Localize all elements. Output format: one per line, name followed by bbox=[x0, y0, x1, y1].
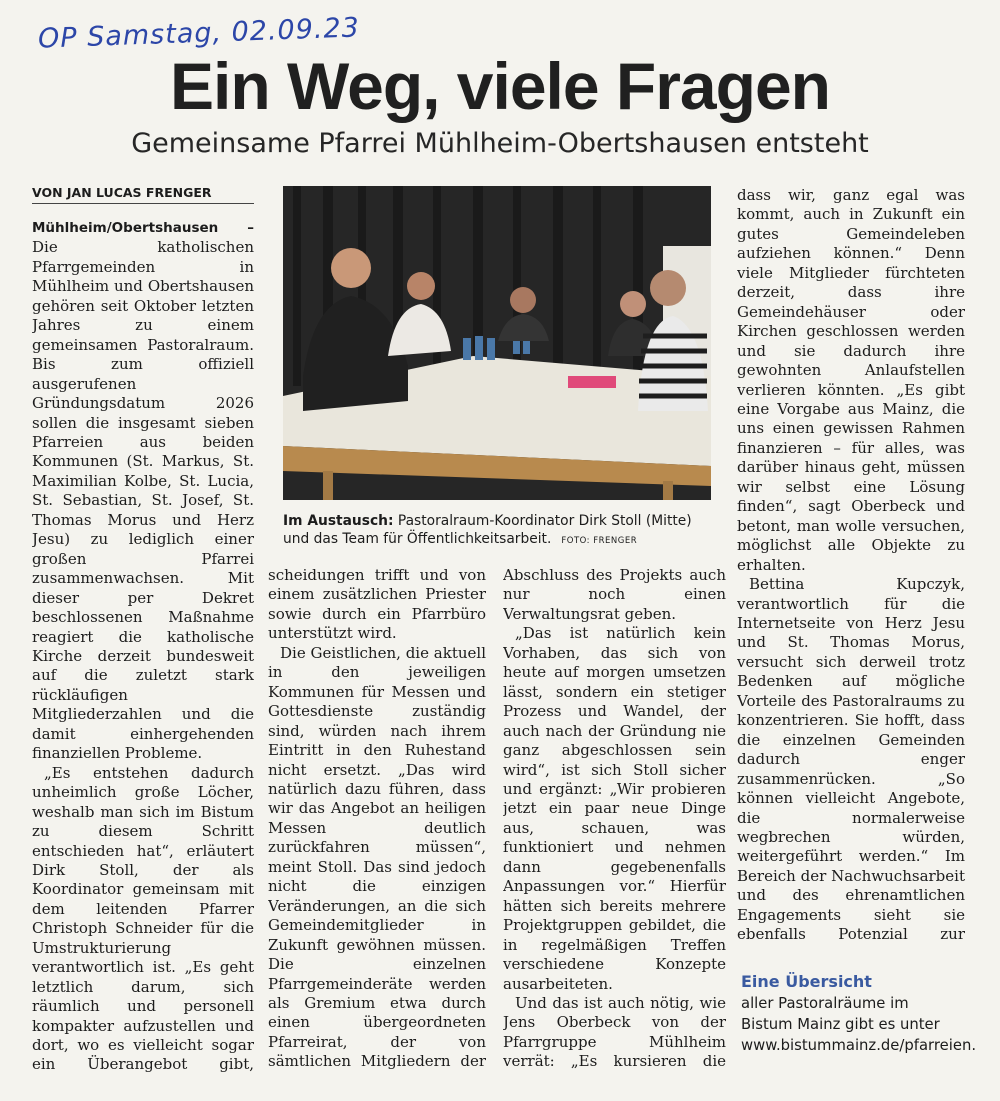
info-box-text: aller Pastoralräume im Bistum Mainz gibt es unter www.bistummainz.de/pfarreien. bbox=[741, 995, 977, 1054]
paragraph: scheidungen trifft und von einem zusätzlichen Priester sowie durch ein Pfarrbüro unterstützt wird. bbox=[268, 566, 486, 643]
handwritten-date-note: OP Samstag, 02.09.23 bbox=[37, 12, 361, 55]
paragraph bbox=[32, 218, 254, 764]
photo-caption bbox=[283, 512, 711, 550]
article-column-2 bbox=[268, 566, 486, 1071]
paragraph: Abschluss des Projekts auch nur noch einen Verwaltungsrat geben. bbox=[503, 566, 726, 623]
paragraph-text: Die katholischen Pfarrgemeinden in Mühlheim und Obertshausen gehören seit Oktober letzten Jahres zu einem gemeinsamen Pastoralraum. Bis zum offiziell ausgerufenen Gründungsdatum 2026 sollen die insgesamt sieben Pfarreien aus beiden Kommunen (St. Markus, St. Maximilian Kolbe, St. Lucia, St. Sebastian, St. Josef, St. Thomas Morus und Herz Jesu) zu lediglich einer großen Pfarrei zusammenwachsen. Mit dieser per Dekret beschlossenen Maßnahme reagiert die katholische Kirche derzeit bundesweit auf die zuletzt stark rückläufigen Mitgliederzahlen und die damit einhergehenden finanziellen Probleme. bbox=[32, 238, 254, 763]
caption-text: Pastoralraum-Koordinator Dirk Stoll (Mitte) und das Team für Öffentlichkeitsarbeit. bbox=[283, 513, 692, 547]
dateline: Mühlheim/Obertshausen – bbox=[32, 220, 254, 236]
paragraph: „Es entstehen dadurch unheimlich große Löcher, weshalb man sich im Bistum zu diesem Schritt entschieden hat“, erläutert Dirk Stoll, der als Koordinator gemeinsam mit dem leitenden Pfarrer Christoph Schneider für die Umstrukturierung verantwortlich ist. „Es geht letztlich darum, sich räumlich und personell kompakter aufzustellen und dort, wo es vielleicht sogar ein Überangebot gibt, bbox=[32, 763, 254, 1073]
article-photo bbox=[283, 186, 711, 500]
article-column-1 bbox=[32, 218, 254, 1073]
info-box-title: Eine Übersicht bbox=[741, 972, 872, 991]
article-column-4 bbox=[737, 186, 965, 944]
paragraph: „Das ist natürlich kein Vorhaben, das sich von heute auf morgen umsetzen lässt, sondern ein stetiger Prozess und Wandel, der auch nach der Gründung nie ganz abgeschlossen sein wird“, ist sich Stoll sicher und ergänzt: „Wir probieren jetzt ein paar neue Dinge aus, schauen, was funktioniert und nehmen dann gegebenenfalls Anpassungen vor.“ Hierfür hätten sich bereits mehrere Projektgruppen gebildet, die in regelmäßigen Treffen verschiedene Konzepte ausarbeiteten. bbox=[503, 624, 726, 993]
byline: VON JAN LUCAS FRENGER bbox=[32, 185, 212, 200]
paragraph: Und das ist auch nötig, wie Jens Oberbeck von der Pfarrgruppe Mühlheim verrät: „Es kursieren die bbox=[503, 993, 726, 1071]
paragraph: dass wir, ganz egal was kommt, auch in Zukunft ein gutes Gemeindeleben aufziehen können.“ Denn viele Mitglieder fürchteten derzeit, dass ihre Gemeindehäuser oder Kirchen geschlossen werden und sie dadurch ihre gewohnten Anlaufstellen verlieren könnten. „Es gibt eine Vorgabe aus Mainz, die uns einen gewissen Rahmen finanzieren – für alles, was darüber hinaus geht, müssen wir selbst eine Lösung finden“, sagt Oberbeck und betont, man wolle versuchen, möglichst alle Objekte zu erhalten. bbox=[737, 186, 965, 574]
byline-rule bbox=[32, 203, 254, 204]
paragraph: Die Geistlichen, die aktuell in den jeweiligen Kommunen für Messen und Gottesdienste zuständig sind, würden nach ihrem Eintritt in den Ruhestand nicht ersetzt. „Das wird natürlich dazu führen, dass wir das Angebot an heiligen Messen deutlich zurückfahren müssen“, meint Stoll. Das sind jedoch nicht die einzigen Veränderungen, an die sich Gemeindemitglieder in Zukunft gewöhnen müssen. Die einzelnen Pfarrgemeinderäte werden als Gremium etwa durch einen übergeordneten Pfarreirat, der von sämtlichen Mitgliedern der bbox=[268, 643, 486, 1071]
subheadline: Gemeinsame Pfarrei Mühlheim-Obertshausen entsteht bbox=[131, 128, 869, 159]
photo-credit: FOTO: FRENGER bbox=[561, 536, 638, 546]
article-column-3 bbox=[503, 566, 726, 1071]
caption-label: Im Austausch: bbox=[283, 513, 394, 529]
photo-illustration bbox=[283, 186, 711, 500]
headline: Ein Weg, viele Fragen bbox=[170, 49, 830, 123]
paragraph: Bettina Kupczyk, verantwortlich für die Internetseite von Herz Jesu und St. Thomas Morus, versucht sich derweil trotz Bedenken auf mögliche Vorteile des Pastoralraums zu konzentrieren. Sie hofft, dass die einzelnen Gemeinden dadurch enger zusammenrücken. „So können vielleicht Angebote, die normalerweise wegbrechen würden, weitergeführt werden.“ Im Bereich der Nachwuchsarbeit und des ehrenamtlichen Engagements sieht sie ebenfalls Potenzial zur bbox=[737, 575, 965, 944]
